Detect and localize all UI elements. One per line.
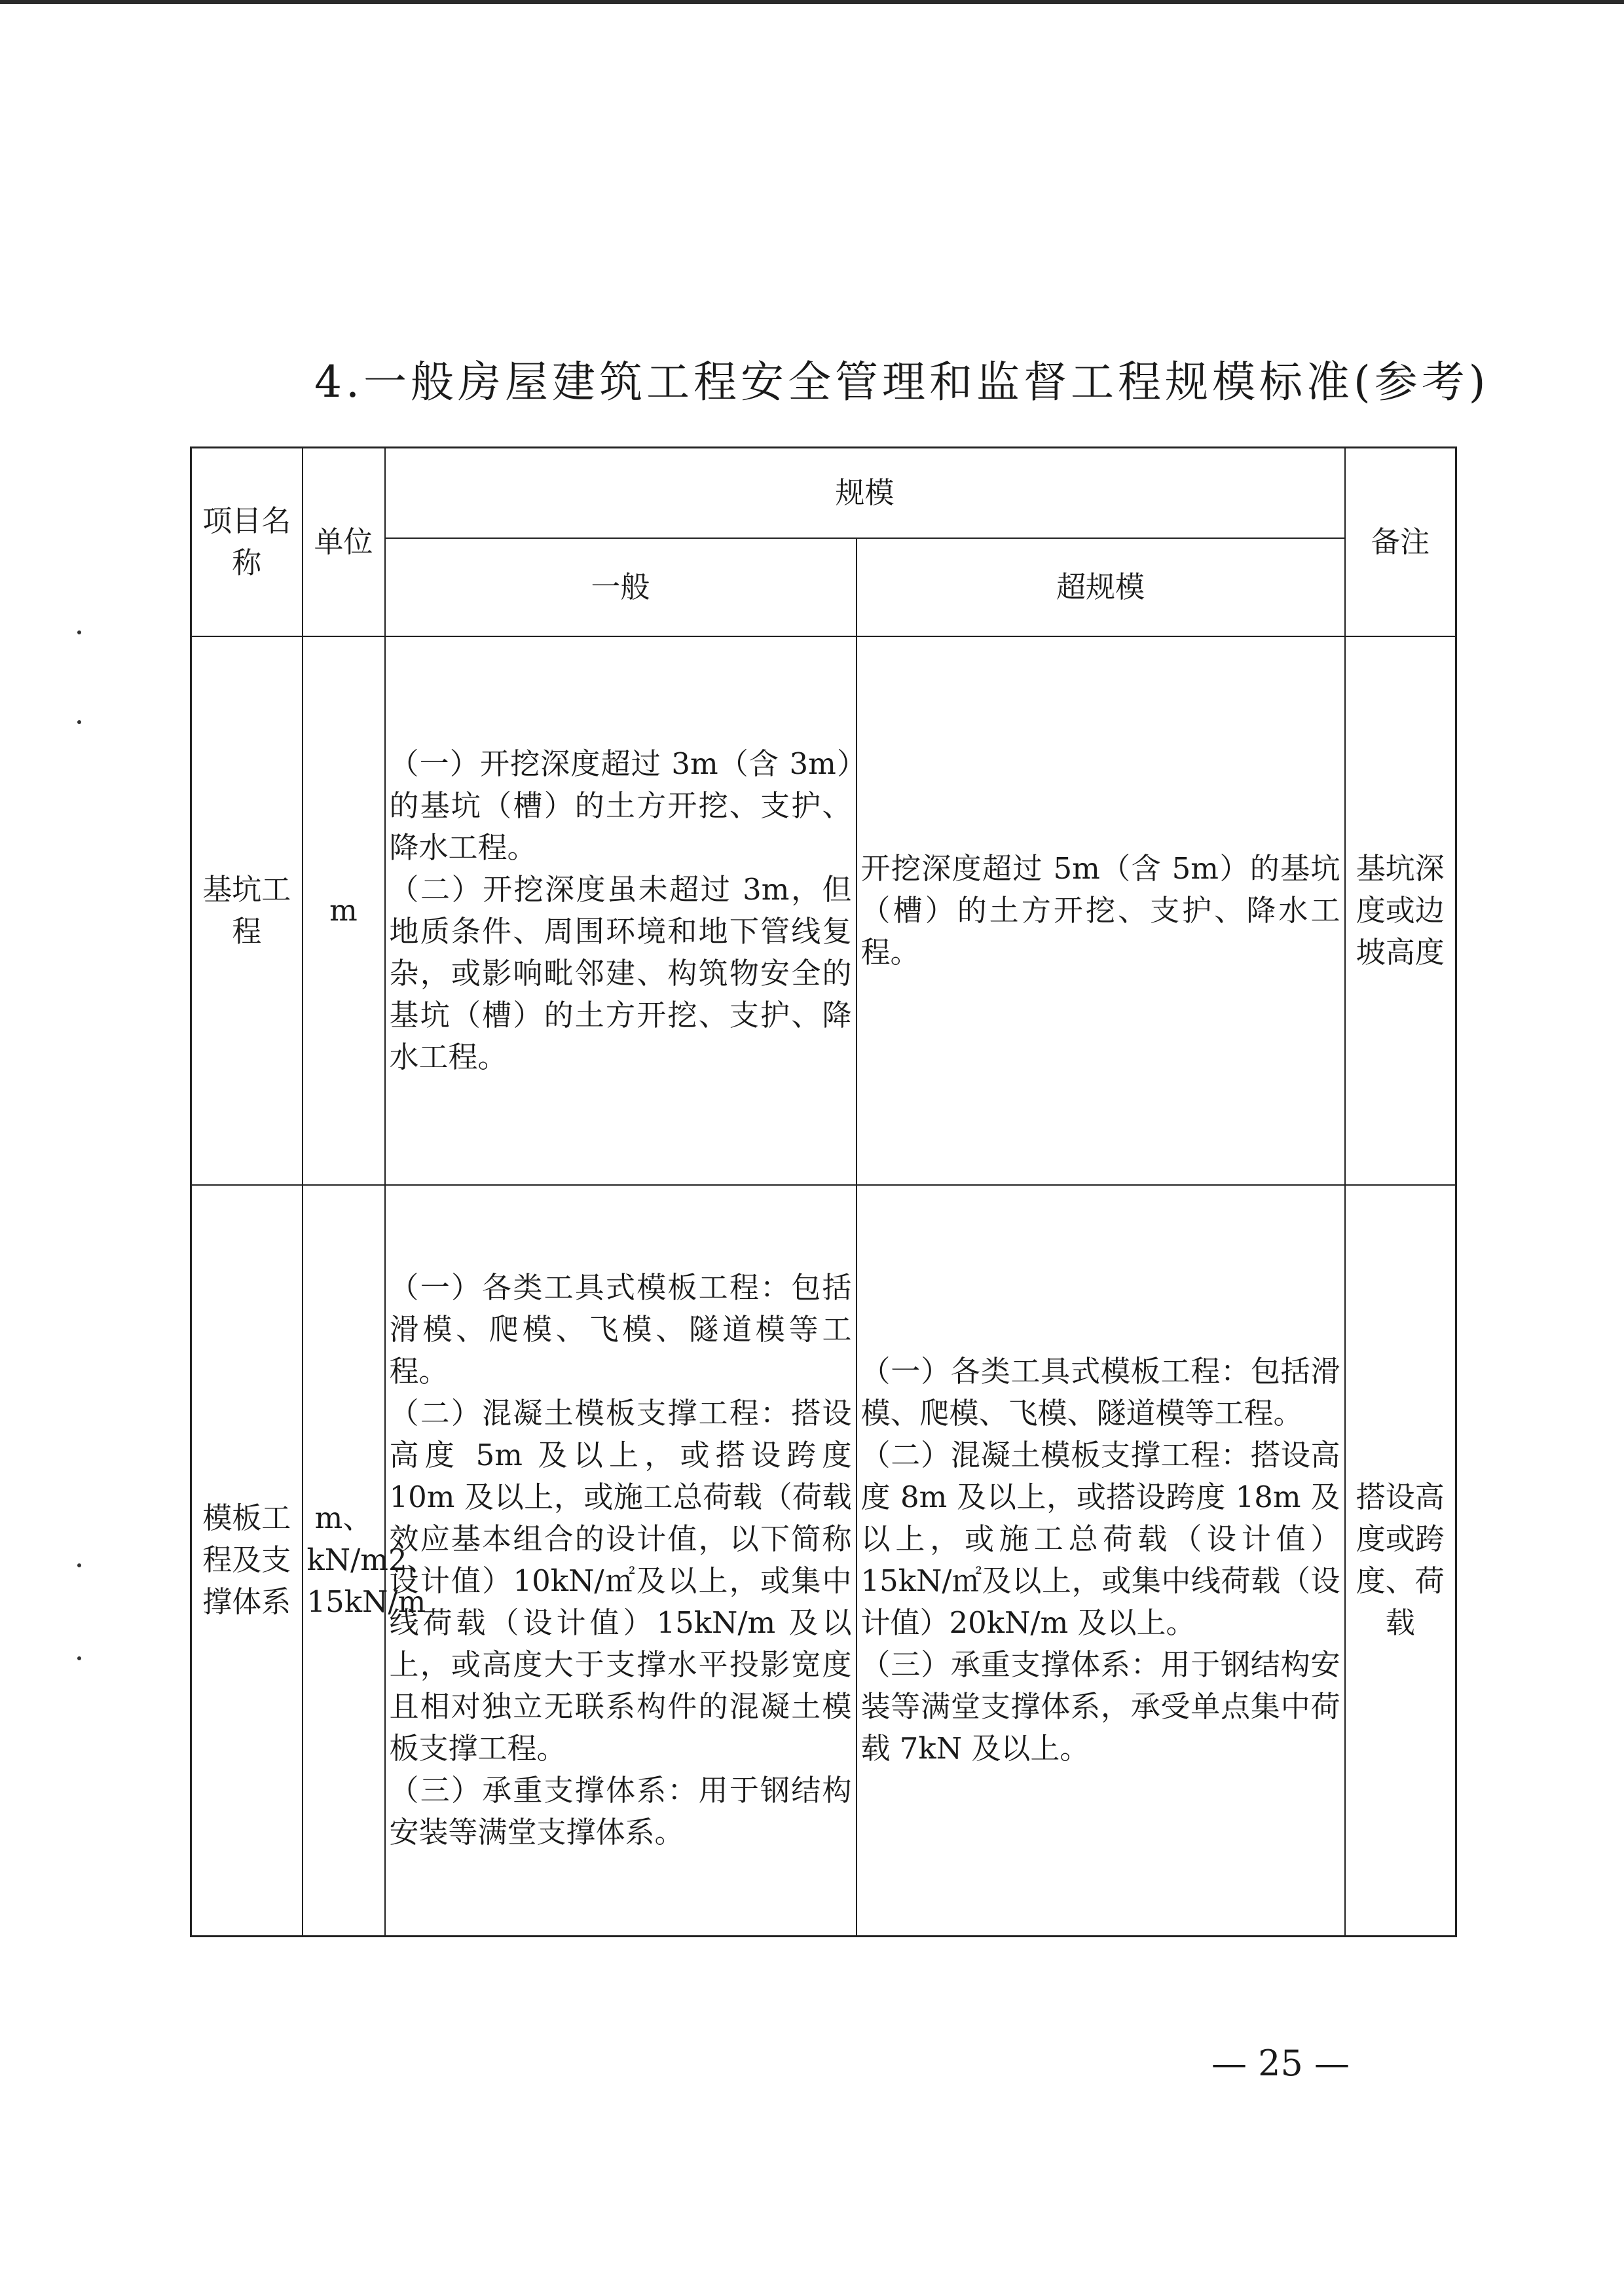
criteria-paragraph: （二）混凝土模板支撑工程：搭设高度 8m 及以上，或搭设跨度 18m 及以上，或施工总荷载（设计值）15kN/㎡及以上，或集中线荷载（设计值）20kN/m 及以上。 — [860, 1438, 1340, 1641]
criteria-paragraph: （三）承重支撑体系：用于钢结构安装等满堂支撑体系。 — [389, 1773, 852, 1850]
row-remarks: 搭设高度或跨度、荷载 — [1345, 1185, 1456, 1937]
header-super-scale: 超规模 — [857, 538, 1345, 636]
criteria-paragraph: （一）各类工具式模板工程：包括滑模、爬模、飞模、隧道模等工程。 — [389, 1270, 852, 1389]
page-title: 4.一般房屋建筑工程安全管理和监督工程规模标准(参考) — [314, 357, 1490, 407]
table-row — [191, 1185, 1456, 1937]
criteria-paragraph: （一）各类工具式模板工程：包括滑模、爬模、飞模、隧道模等工程。 — [860, 1354, 1340, 1431]
row-unit: m — [303, 636, 385, 1185]
page-number: — 25 — — [1211, 2043, 1350, 2084]
header-general: 一般 — [385, 538, 857, 636]
table-row — [191, 636, 1456, 1185]
row-general-criteria — [385, 636, 857, 1185]
row-remarks: 基坑深度或边坡高度 — [1345, 636, 1456, 1185]
row-item-name: 基坑工程 — [191, 636, 303, 1185]
criteria-paragraph: （二）混凝土模板支撑工程：搭设高度 5m 及以上，或搭设跨度 10m 及以上，或施工总荷载（荷载效应基本组合的设计值，以下简称设计值）10kN/㎡及以上，或集中线荷载（设计值）15kN/m 及以上，或高度大于支撑水平投影宽度且相对独立无联系构件的混凝土模板支撑工程。 — [389, 1396, 852, 1766]
header-item-name: 项目名称 — [191, 448, 303, 636]
criteria-paragraph: （二）开挖深度虽未超过 3m，但地质条件、周围环境和地下管线复杂，或影响毗邻建、构筑物安全的基坑（槽）的土方开挖、支护、降水工程。 — [389, 871, 852, 1074]
scan-top-edge — [0, 0, 1624, 4]
criteria-paragraph: 开挖深度超过 5m（含 5m）的基坑（槽）的土方开挖、支护、降水工程。 — [860, 850, 1340, 970]
criteria-paragraph: （三）承重支撑体系：用于钢结构安装等满堂支撑体系，承受单点集中荷载 7kN 及以上。 — [860, 1647, 1340, 1766]
header-scale: 规模 — [385, 448, 1345, 538]
margin-mark — [77, 1656, 81, 1660]
header-unit: 单位 — [303, 448, 385, 636]
row-general-criteria — [385, 1185, 857, 1937]
table-header-row — [191, 448, 1456, 538]
row-unit: m、kN/m2、15kN/m — [303, 1185, 385, 1937]
header-remarks: 备注 — [1345, 448, 1456, 636]
margin-mark — [77, 630, 81, 634]
margin-mark — [77, 1563, 81, 1567]
row-super-scale-criteria — [857, 1185, 1345, 1937]
criteria-paragraph: （一）开挖深度超过 3m（含 3m）的基坑（槽）的土方开挖、支护、降水工程。 — [389, 746, 852, 865]
row-super-scale-criteria — [857, 636, 1345, 1185]
row-item-name: 模板工程及支撑体系 — [191, 1185, 303, 1937]
scale-standard-table — [190, 446, 1457, 1937]
margin-mark — [77, 720, 81, 724]
